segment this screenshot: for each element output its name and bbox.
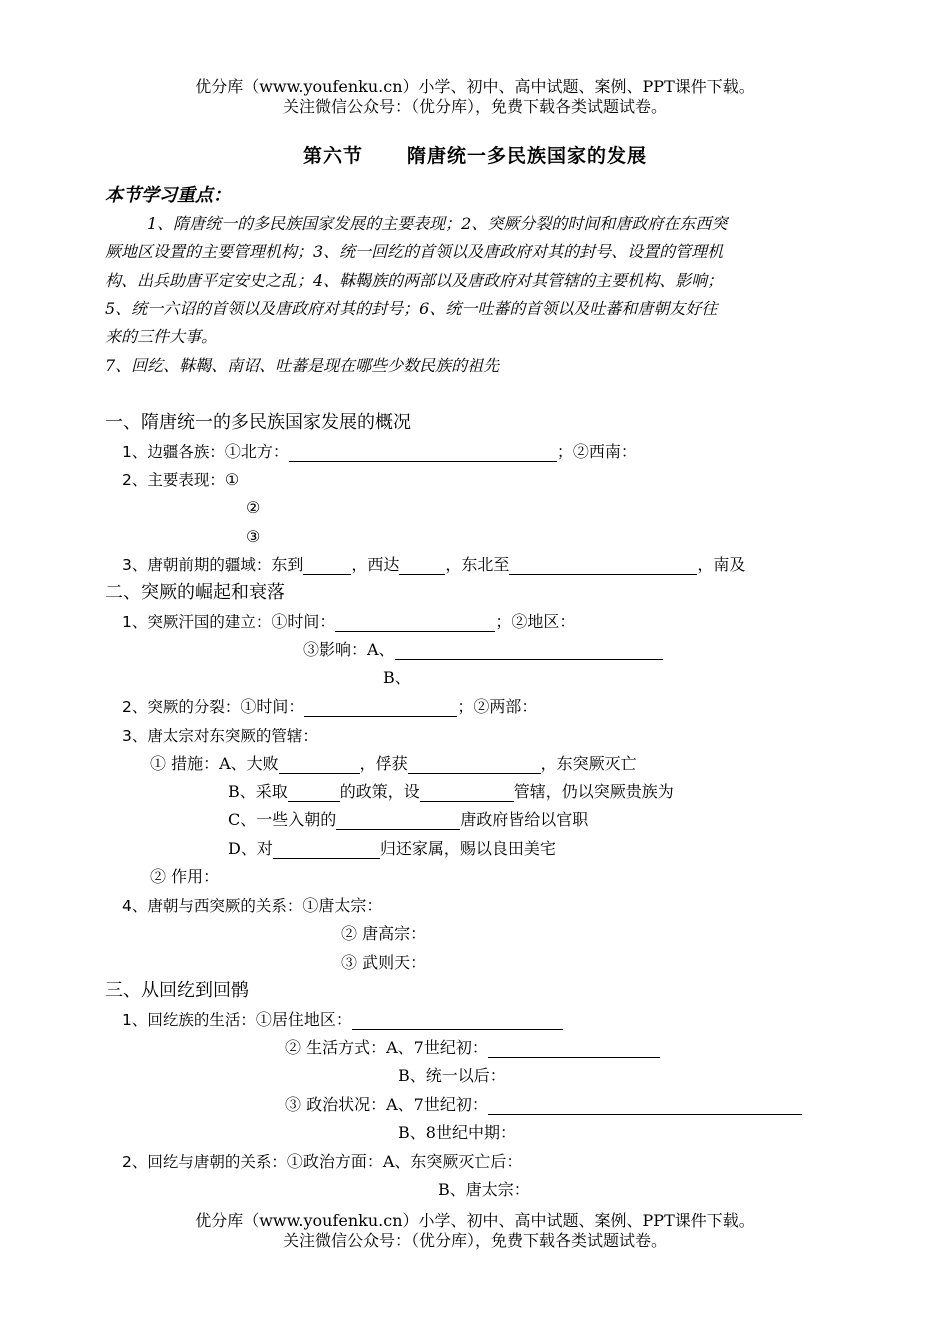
- s3-life-b: B、统一以后：: [398, 1066, 506, 1085]
- s2-item4-label: 4、唐朝与西突厥的关系：: [122, 897, 303, 915]
- s2-measure-b-blank1[interactable]: [288, 785, 340, 802]
- s2-measure-c2: 唐政府皆给以官职: [460, 810, 589, 829]
- s2-measure-a-blank1[interactable]: [279, 757, 360, 774]
- s2-impact: [303, 640, 663, 660]
- s1-item1: [122, 442, 637, 462]
- s2-measure-d-blank[interactable]: [273, 842, 380, 859]
- s1-ne-label: ，东北至: [445, 555, 510, 574]
- s2-measure-a: [150, 754, 637, 774]
- s2-time-blank[interactable]: [335, 615, 495, 632]
- s1-item2-circle3: ③: [246, 527, 261, 546]
- s3-item1-label: 1、回纥族的生活：: [122, 1011, 256, 1029]
- s2-split-time-blank[interactable]: [304, 700, 457, 717]
- s2-time-label: ①时间：: [271, 612, 336, 631]
- s3-item2-label: 2、回纥与唐朝的关系：: [122, 1153, 287, 1171]
- s2-measure-b2: 的政策，设: [339, 782, 420, 801]
- s2-measure-c: [228, 810, 588, 830]
- s2-measure-b-blank2[interactable]: [420, 785, 514, 802]
- focus-line-3: 构、出兵助唐平定安史之乱；4、靺鞨族的两部以及唐政府对其管辖的主要机构、影响；: [105, 271, 724, 290]
- s3-area-blank[interactable]: [352, 1013, 563, 1030]
- s1-sep: ；: [556, 442, 573, 461]
- s3-pol-a-blank[interactable]: [488, 1098, 802, 1115]
- s2-measure-c-blank[interactable]: [336, 813, 460, 830]
- s2-impact-blank[interactable]: [395, 643, 663, 660]
- footer-line-2: 关注微信公众号：（优分库），免费下载各类试题试卷。: [282, 1231, 667, 1250]
- s3-item1: [122, 1010, 563, 1030]
- s2-split-time-label: ①时间：: [240, 697, 305, 716]
- s1-item2: [122, 470, 239, 490]
- s1-item3: [122, 555, 745, 575]
- focus-line-6: 7、回纥、靺鞨、南诏、吐蕃是现在哪些少数民族的祖先: [105, 356, 500, 375]
- s2-measure-a-blank2[interactable]: [408, 757, 541, 774]
- s2-impact-label: ③影响：A、: [303, 640, 395, 659]
- s1-south2-label: ，南及: [697, 555, 746, 574]
- s1-item1-label: 1、边疆各族：: [122, 443, 225, 461]
- section1-heading: 一、隋唐统一的多民族国家发展的概况: [105, 412, 411, 433]
- s2-sep: ；: [495, 612, 512, 631]
- s1-east-label: 东到: [271, 555, 304, 574]
- s3-rel-b: B、唐太宗：: [438, 1180, 530, 1199]
- s3-life-a: [285, 1038, 660, 1058]
- s2-area-label: ②地区：: [511, 612, 576, 631]
- s2-rel-2: ② 唐高宗：: [341, 924, 427, 943]
- focus-line-1: 1、隋唐统一的多民族国家发展的主要表现；2、突厥分裂的时间和唐政府在东西突: [147, 214, 728, 233]
- header-line-1: 优分库（www.youfenku.cn）小学、初中、高中试题、案例、PPT课件下载。: [195, 77, 755, 96]
- s1-ne-blank[interactable]: [509, 558, 697, 575]
- title-text: 隋唐统一多民族国家的发展: [407, 145, 648, 167]
- header-line-2: 关注微信公众号：（优分库），免费下载各类试题试卷。: [282, 97, 667, 116]
- s2-parts-label: ②两部：: [473, 697, 538, 716]
- s2-measure-a3: ，东突厥灭亡: [540, 754, 637, 773]
- s2-item4: [122, 896, 382, 916]
- s3-pol-a-label: ③ 政治状况：A、7世纪初：: [285, 1095, 488, 1114]
- section2-heading: 二、突厥的崛起和衰落: [105, 582, 285, 603]
- s2-effect: ② 作用：: [150, 867, 220, 886]
- s2-measure-d2: 归还家属，赐以良田美宅: [379, 839, 556, 858]
- s1-north-blank[interactable]: [289, 445, 557, 462]
- s2-item2-label: 2、突厥的分裂：: [122, 698, 241, 716]
- s1-item3-label: 3、唐朝前期的疆域：: [122, 556, 272, 574]
- s3-rel-a: ①政治方面：A、东突厥灭亡后：: [286, 1152, 523, 1171]
- s2-rel-3: ③ 武则天：: [341, 953, 427, 972]
- s2-measure-b1: B、采取: [228, 782, 288, 801]
- s1-east-blank[interactable]: [303, 558, 351, 575]
- s2-split-sep: ；: [457, 697, 474, 716]
- s3-life-a-blank[interactable]: [488, 1041, 660, 1058]
- focus-line-2: 厥地区设置的主要管理机构；3、统一回纥的首领以及唐政府对其的封号、设置的管理机: [105, 242, 724, 261]
- page-title: [0, 146, 950, 166]
- s2-measure-b: [228, 782, 674, 802]
- s3-pol-a: [285, 1095, 802, 1115]
- s2-measure-a2: ，俘获: [359, 754, 408, 773]
- s3-area-label: ①居住地区：: [255, 1010, 352, 1029]
- s2-item2: [122, 697, 537, 717]
- s2-measure-d: [228, 839, 556, 859]
- section3-heading: 三、从回纥到回鹘: [105, 980, 249, 1001]
- s2-measure-c1: C、一些入朝的: [228, 810, 337, 829]
- s2-measure-b3: 管辖，仍以突厥贵族为: [513, 782, 674, 801]
- s3-life-a-label: ② 生活方式：A、7世纪初：: [285, 1038, 488, 1057]
- s2-measure-a1: ① 措施：A、大败: [150, 754, 279, 773]
- s1-item2-circle1: ①: [224, 470, 240, 489]
- s1-west-label: ，西达: [351, 555, 400, 574]
- s1-north-label: ①北方：: [224, 442, 289, 461]
- s1-west-blank[interactable]: [399, 558, 445, 575]
- s3-pol-b: B、8世纪中期：: [398, 1123, 516, 1142]
- s1-item2-circle2: ②: [246, 498, 261, 517]
- footer-line-1: 优分库（www.youfenku.cn）小学、初中、高中试题、案例、PPT课件下载。: [195, 1211, 755, 1230]
- s2-impact-b: B、: [383, 668, 411, 687]
- s1-south-label: ②西南：: [572, 442, 637, 461]
- s2-item1: [122, 612, 575, 632]
- focus-label: 本节学习重点：: [105, 185, 231, 206]
- s2-item3-label: 3、唐太宗对东突厥的管辖：: [122, 727, 318, 745]
- title-section-number: 第六节: [302, 145, 363, 167]
- s1-item2-label: 2、主要表现：: [122, 471, 225, 489]
- s2-measure-d1: D、对: [228, 839, 273, 858]
- s2-item1-label: 1、突厥汗国的建立：: [122, 613, 272, 631]
- s3-item2: [122, 1152, 522, 1172]
- focus-line-4: 5、统一六诏的首领以及唐政府对其的封号；6、统一吐蕃的首领以及吐蕃和唐朝友好往: [105, 299, 718, 318]
- focus-line-5: 来的三件大事。: [105, 327, 218, 346]
- s2-rel-1: ①唐太宗：: [302, 896, 383, 915]
